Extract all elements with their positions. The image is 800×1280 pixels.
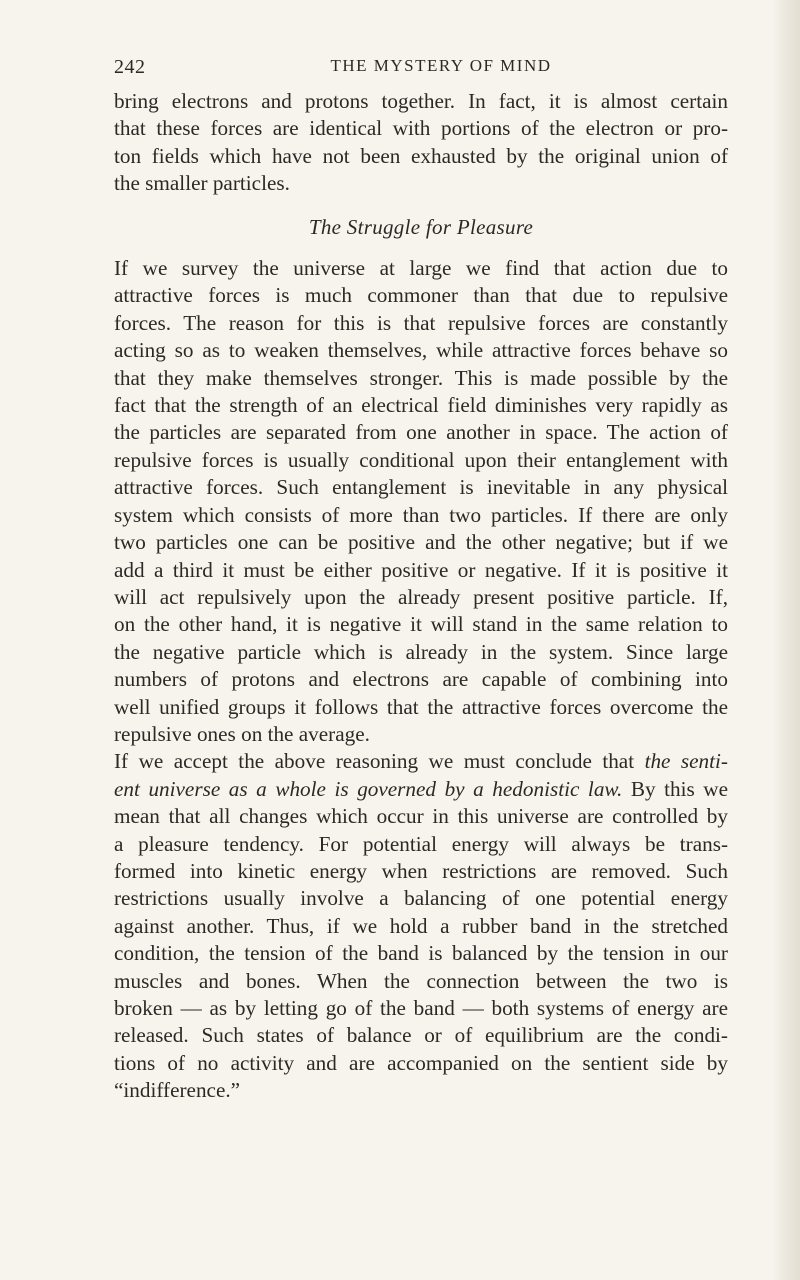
text-line: fact that the strength of an electrical field diminishes very rapidly as xyxy=(114,393,728,418)
body-text xyxy=(114,88,728,1105)
text-line: repulsive forces is usually conditional upon their entanglement with xyxy=(114,447,728,472)
text-line: tions of no activity and are accompanied on the sentient side by xyxy=(114,1050,728,1075)
paragraph-2 xyxy=(114,255,728,748)
text-line: two particles one can be positive and the other negative; but if we xyxy=(114,530,728,555)
italic-run: ent universe as a whole is governed by a hedonistic law. xyxy=(114,776,623,801)
text-run: If we accept the above reasoning we must conclude that xyxy=(114,749,645,774)
italic-run: the senti- xyxy=(644,749,728,774)
text-line: ton fields which have not been exhausted by the original union of xyxy=(114,143,728,168)
paragraph-1 xyxy=(114,88,728,198)
text-line: “indifference.” xyxy=(114,1078,241,1103)
text-line: the smaller particles. xyxy=(114,171,290,196)
text-line xyxy=(114,748,728,775)
text-line: add a third it must be either positive or negative. If it is positive it xyxy=(114,557,728,582)
running-title: THE MYSTERY OF MIND xyxy=(330,56,552,75)
text-run: By this we xyxy=(622,776,729,801)
page-header xyxy=(114,56,728,84)
text-line: against another. Thus, if we hold a rubber band in the stretched xyxy=(114,913,728,938)
text-line: mean that all changes which occur in this universe are controlled by xyxy=(114,804,728,829)
text-line: forces. The reason for this is that repulsive forces are constantly xyxy=(114,310,728,335)
text-line: attractive forces is much commoner than that due to repulsive xyxy=(114,283,728,308)
text-line: that these forces are identical with portions of the electron or pro- xyxy=(114,116,728,141)
text-line: acting so as to weaken themselves, while attractive forces behave so xyxy=(114,338,728,363)
text-line: well unified groups it follows that the attractive forces overcome the xyxy=(114,694,728,719)
text-line: If we survey the universe at large we find that action due to xyxy=(114,256,728,281)
text-line: on the other hand, it is negative it will stand in the same relation to xyxy=(114,612,728,637)
text-line: a pleasure tendency. For potential energy will always be trans- xyxy=(114,831,728,856)
text-line: bring electrons and protons together. In fact, it is almost certain xyxy=(114,89,728,113)
text-line: attractive forces. Such entanglement is inevitable in any physical xyxy=(114,475,728,500)
page-edge-shadow xyxy=(772,0,800,1280)
text-line: formed into kinetic energy when restrictions are removed. Such xyxy=(114,858,728,883)
text-line: condition, the tension of the band is balanced by the tension in our xyxy=(114,941,728,966)
text-line: system which consists of more than two particles. If there are only xyxy=(114,502,728,527)
text-line: broken — as by letting go of the band — both systems of energy are xyxy=(114,996,728,1020)
text-line: numbers of protons and electrons are capable of combining into xyxy=(114,667,728,692)
text-line xyxy=(114,776,728,803)
text-line: will act repulsively upon the already present positive particle. If, xyxy=(114,584,728,609)
text-line: the particles are separated from one another in space. The action of xyxy=(114,420,728,445)
text-line: released. Such states of balance or of equilibrium are the condi- xyxy=(114,1023,728,1048)
text-line: the negative particle which is already in the system. Since large xyxy=(114,639,728,664)
text-line: muscles and bones. When the connection between the two is xyxy=(114,968,728,993)
paragraph-3 xyxy=(114,748,728,1104)
page-number: 242 xyxy=(114,56,146,78)
text-line: that they make themselves stronger. This is made possible by the xyxy=(114,365,728,390)
section-heading: The Struggle for Pleasure xyxy=(308,214,534,239)
text-line: restrictions usually involve a balancing of one potential energy xyxy=(114,886,728,911)
text-line: repulsive ones on the average. xyxy=(114,721,370,746)
